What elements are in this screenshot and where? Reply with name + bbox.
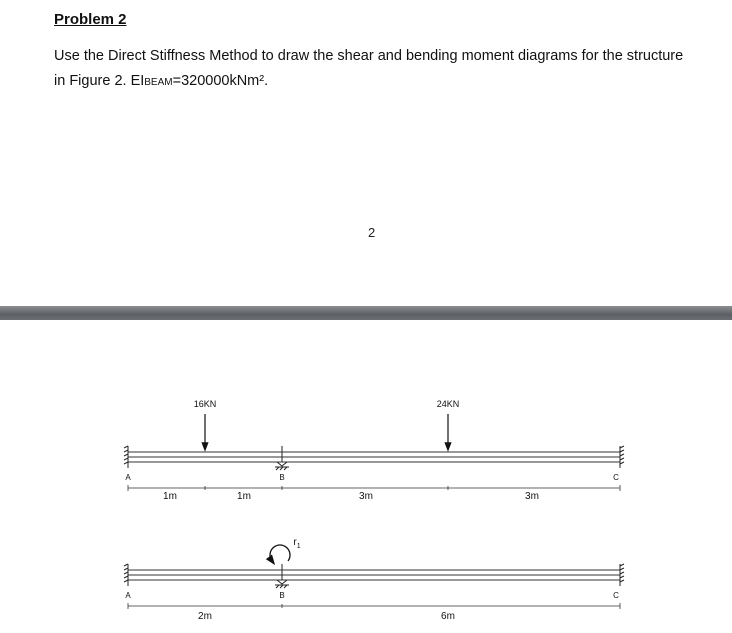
dimension-label-2: 1m [237,491,251,502]
dimension-label-2m: 2m [198,611,212,622]
support-label-b-bottom: B [279,591,285,600]
figure-bottom [124,537,624,622]
page-number: 2 [368,225,376,240]
dimension-label-1: 1m [163,491,177,502]
dimension-label-4: 3m [525,491,539,502]
fixed-support-c-icon [620,446,624,468]
dimension-line-top [128,485,620,491]
support-label-b-top: B [279,473,285,482]
dof-label: $r_1$ [293,537,301,550]
rotation-dof-arrow-icon [270,545,290,561]
support-label-a-bottom: A [125,591,131,600]
fixed-support-a-icon [124,446,128,468]
dimension-line-bottom [128,603,620,609]
problem-title: Problem 2 [54,11,127,28]
problem-text-line2: in Figure 2. EIBEAM=320000kNm². [54,73,269,89]
support-label-c-top: C [613,473,619,482]
ei-subscript: BEAM [144,77,173,88]
figure-top [124,399,624,502]
dimension-label-3: 3m [359,491,373,502]
fixed-support-a-bottom-icon [124,564,128,586]
load-label-16kn: 16KN [193,399,217,409]
dimension-label-6m: 6m [441,611,455,622]
pin-support-b-bottom-icon [275,564,289,588]
beam-top [128,452,620,462]
beam-bottom [128,570,620,580]
support-label-a-top: A [125,473,131,482]
support-label-c-bottom: C [613,591,619,600]
fixed-support-c-bottom-icon [620,564,624,586]
pin-support-b-icon [275,446,289,470]
problem-text-line1: Use the Direct Stiffness Method to draw the shear and bending moment diagrams for the structure [54,48,684,64]
load-label-24kn: 24KN [436,399,460,409]
